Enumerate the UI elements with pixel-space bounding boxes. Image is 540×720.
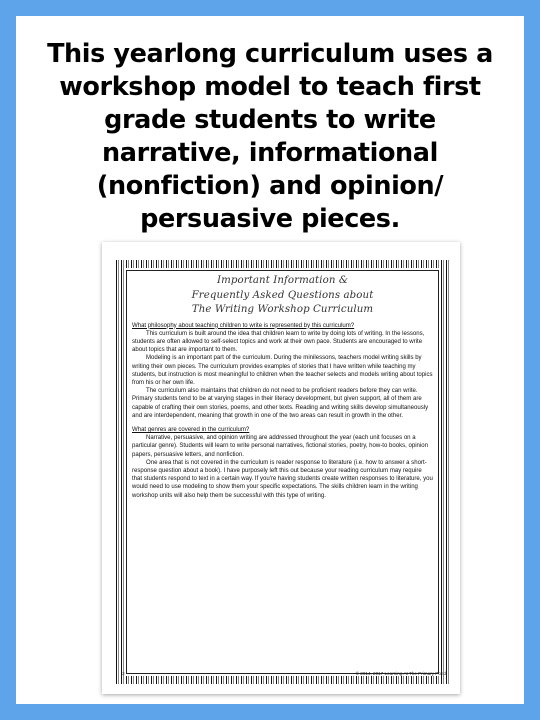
document-title [132, 274, 433, 318]
title-line: The Writing Workshop Curriculum [191, 304, 374, 315]
content-panel [16, 16, 524, 704]
document-body [132, 274, 433, 670]
faq-paragraph: The curriculum also maintains that children do not need to be proficient readers before they can write. Primary students tend to be at varying stages in their literacy development, but given support, all of them are capable of crafting their own stories, poems, and other texts. Reading and writing skills develop simultaneously and are interdependent, meaning that growth in one of the two areas can result in growth in the other. [132, 388, 429, 419]
faq-paragraph: One area that is not covered in the curriculum is reader response to literature (i.e. how to answer a short-response question about a book). I have purposely left this out because your reading curriculum may require that students respond to text in a certain way. If you're having students create written responses to literature, you would need to use modeling to show them your specific expectations. The skills children learn in the writing workshop units will also help them be successful with this type of writing. [132, 459, 433, 499]
faq-question: What genres are covered in the curriculum? [132, 426, 250, 433]
document-page-preview [102, 242, 460, 694]
title-line: Important Information & [216, 275, 349, 286]
faq-section [132, 426, 433, 500]
faq-paragraph: This curriculum is built around the idea that children learn to write by doing lots of writing. In the lessons, students are often allowed to self-select topics and work at their own pace. Students are encouraged to write about topics that are important to them. [132, 330, 425, 354]
faq-paragraph: Modeling is an important part of the curriculum. During the minilessons, teachers model writing skills by writing their own pieces. The curriculum provides examples of stories that I have written while teaching my students, but instruction is most meaningful to children when the teacher selects and models writing about topics from his or her own life. [132, 355, 433, 386]
headline: This yearlong curriculum uses a workshop model to teach first grade students to write narrative, informational (nonfiction) and opinion/ persuasive pieces. [47, 39, 493, 234]
faq-paragraph: Narrative, persuasive, and opinion writing are addressed throughout the year (each unit focuses on a particular genre). Students will learn to write personal narratives, fictional stories, poetry, how-to books, opinion papers, persuasive letters, and nonfiction. [132, 435, 428, 458]
page-footer [122, 671, 446, 681]
title-line: Frequently Asked Questions about [191, 289, 374, 301]
faq-section [132, 322, 433, 420]
page-number: 3 [122, 671, 125, 676]
copyright-notice: © 2014, 2017 Learning At The Primary Pond [355, 671, 446, 676]
faq-question: What philosophy about teaching children to write is represented by this curriculum? [132, 322, 355, 329]
striped-border-frame [116, 260, 449, 684]
